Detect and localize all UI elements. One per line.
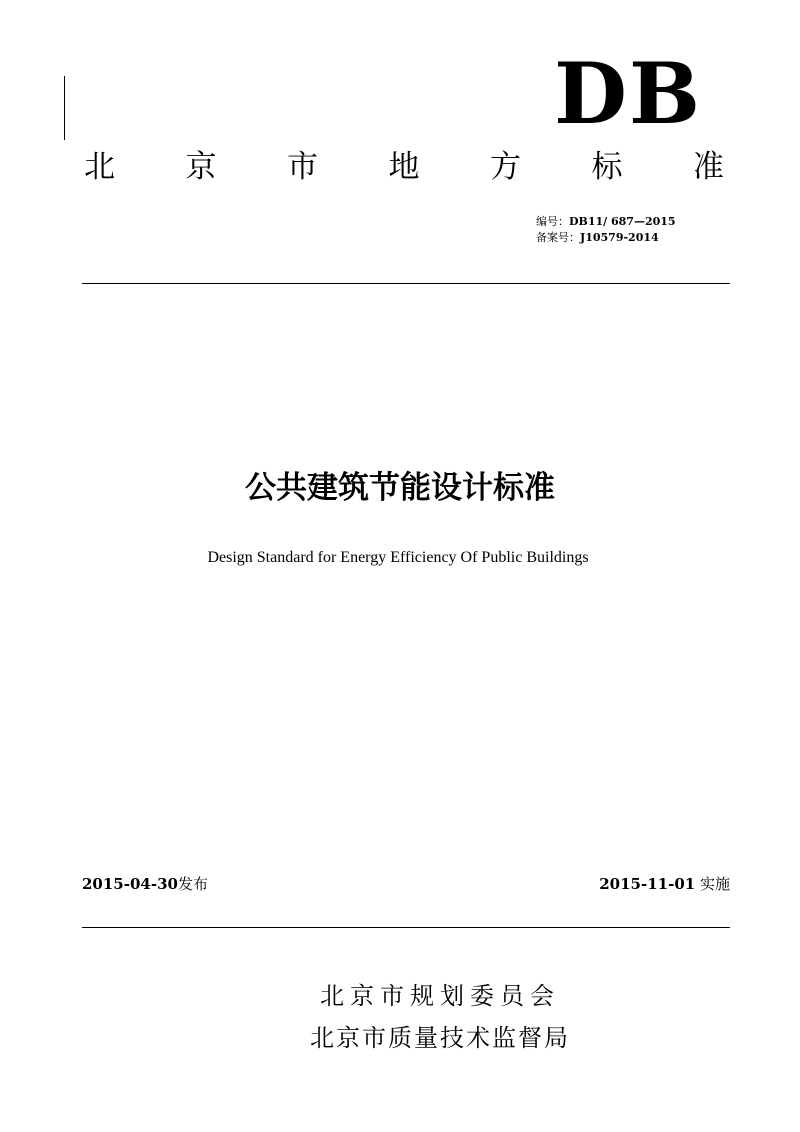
top-divider <box>82 283 730 284</box>
issuer-planning-commission: 北京市规划委员会 <box>320 982 560 1010</box>
db-logo: DB <box>554 44 702 143</box>
document-title-en: Design Standard for Energy Efficiency Of Public Buildings <box>207 549 589 566</box>
record-number-value: J10579-2014 <box>580 231 659 244</box>
standard-type-char: 标 <box>591 149 623 185</box>
effective-date: 2015-11-01 <box>599 875 696 893</box>
standard-number-label: 编号： <box>536 215 569 228</box>
standard-type-char: 方 <box>490 149 521 185</box>
standard-codes <box>536 214 676 246</box>
standard-type-heading <box>84 149 724 185</box>
standard-type-char: 北 <box>84 149 115 185</box>
standard-number-line <box>536 214 676 230</box>
standard-type-char: 准 <box>693 149 724 185</box>
bottom-divider <box>82 927 730 928</box>
standard-number-value: DB11/ 687—2015 <box>569 215 676 228</box>
issuer-quality-bureau: 北京市质量技术监督局 <box>310 1024 570 1052</box>
issue-date: 2015-04-30 <box>82 875 178 893</box>
standard-type-char: 京 <box>185 149 217 185</box>
issue-label: 发布 <box>177 875 208 893</box>
effective-label: 实施 <box>699 875 730 893</box>
standard-type-char: 市 <box>287 149 318 185</box>
effective-date-line <box>599 874 730 894</box>
record-number-label: 备案号： <box>536 231 580 244</box>
issue-date-line <box>82 874 208 894</box>
margin-bar <box>64 76 65 140</box>
standard-type-char: 地 <box>388 149 420 185</box>
document-title-cn: 公共建筑节能设计标准 <box>245 470 555 506</box>
record-number-line <box>536 230 676 246</box>
